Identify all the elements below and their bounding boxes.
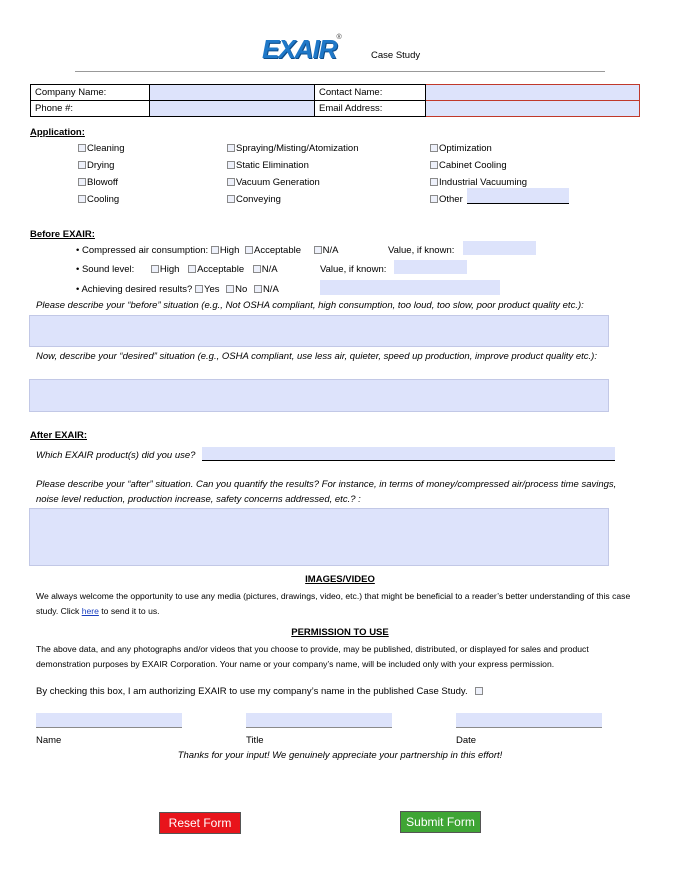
email-input[interactable] xyxy=(426,101,640,117)
permission-text: The above data, and any photographs and/or videos that you choose to provide, may be published, distributed, or displayed for sales and product demonstration purposes by EXAIR Corporation. Your name or your company’s name, will be included only with your express permission. xyxy=(36,644,589,669)
app-option[interactable]: Static Elimination xyxy=(227,160,309,171)
checkbox[interactable] xyxy=(188,265,196,273)
checkbox[interactable] xyxy=(227,195,235,203)
company-input[interactable] xyxy=(150,85,315,101)
phone-label: Phone #: xyxy=(31,101,150,117)
thanks-text: Thanks for your input! We genuinely appreciate your partnership in this effort! xyxy=(177,750,503,761)
case-study-subtitle: Case Study xyxy=(371,50,421,61)
checkbox[interactable] xyxy=(254,285,262,293)
checkbox[interactable] xyxy=(430,144,438,152)
air-value-input[interactable] xyxy=(463,241,536,255)
after-heading: After EXAIR: xyxy=(30,430,88,441)
authorize-row xyxy=(36,686,484,697)
checkbox[interactable] xyxy=(78,144,86,152)
after-prompt: Please describe your “after” situation. Can you quantify the results? For instance, in terms of money/compressed air/process time savings, noise level reduction, production increase, safety concerns addressed, etc.? : xyxy=(36,479,617,505)
checkbox[interactable] xyxy=(151,265,159,273)
app-option[interactable]: Cabinet Cooling xyxy=(430,160,507,171)
authorize-text: By checking this box, I am authorizing EXAIR to use my company’s name in the published Case Study. xyxy=(36,686,468,697)
app-option[interactable]: Spraying/Misting/Atomization xyxy=(227,143,359,154)
company-label: Company Name: xyxy=(31,85,150,101)
images-heading: IMAGES/VIDEO xyxy=(305,574,375,585)
logo-text: EXAIR xyxy=(262,34,337,64)
checkbox[interactable] xyxy=(227,161,235,169)
sound-value-label: Value, if known: xyxy=(320,264,387,275)
checkbox[interactable] xyxy=(430,161,438,169)
app-option[interactable]: Optimization xyxy=(430,143,492,154)
checkbox[interactable] xyxy=(430,195,438,203)
sound-label: Sound level: xyxy=(81,264,135,275)
checkbox[interactable] xyxy=(314,246,322,254)
bullet: • xyxy=(76,264,80,275)
checkbox[interactable] xyxy=(245,246,253,254)
logo-registered: ® xyxy=(336,34,342,41)
desired-textarea[interactable] xyxy=(29,379,609,412)
app-option[interactable]: Industrial Vacuuming xyxy=(430,177,527,188)
checkbox[interactable] xyxy=(253,265,261,273)
images-text: We always welcome the opportunity to use any media (pictures, drawings, video, etc.) that might be beneficial to a reader’s better understanding of this case study. Click here to send it to us. xyxy=(36,591,631,616)
here-link[interactable]: here xyxy=(81,606,99,616)
app-option[interactable]: Blowoff xyxy=(78,177,118,188)
before-textarea[interactable] xyxy=(29,315,609,347)
contact-label: Contact Name: xyxy=(315,85,426,101)
permission-heading: PERMISSION TO USE xyxy=(291,627,389,638)
checkbox[interactable] xyxy=(430,178,438,186)
title-input[interactable] xyxy=(246,713,392,728)
app-option[interactable]: Other xyxy=(430,194,463,205)
application-heading: Application: xyxy=(30,127,85,138)
header-divider xyxy=(75,71,605,72)
reset-form-button[interactable]: Reset Form xyxy=(159,812,241,834)
contact-info-table xyxy=(30,84,640,117)
checkbox[interactable] xyxy=(227,178,235,186)
which-prompt: Which EXAIR product(s) did you use? xyxy=(36,450,196,461)
contact-input[interactable] xyxy=(426,85,640,101)
app-option[interactable]: Conveying xyxy=(227,194,281,205)
achieve-input[interactable] xyxy=(320,280,500,295)
achieve-row: • Achieving desired results? Yes No N/A xyxy=(76,284,279,295)
name-label: Name xyxy=(36,735,62,746)
checkbox[interactable] xyxy=(78,195,86,203)
authorize-checkbox[interactable] xyxy=(475,687,483,695)
phone-input[interactable] xyxy=(150,101,315,117)
date-label: Date xyxy=(456,735,477,746)
app-option[interactable]: Drying xyxy=(78,160,114,171)
bullet: • xyxy=(76,284,80,295)
products-input[interactable] xyxy=(202,447,615,461)
app-option[interactable]: Cleaning xyxy=(78,143,125,154)
date-input[interactable] xyxy=(456,713,602,728)
checkbox[interactable] xyxy=(195,285,203,293)
air-consumption-row: • Compressed air consumption: High Acceptable N/A xyxy=(76,245,339,256)
air-value-label: Value, if known: xyxy=(388,245,455,256)
checkbox[interactable] xyxy=(78,178,86,186)
before-prompt: Please describe your “before” situation (e.g., Not OSHA compliant, high consumption, too loud, too slow, poor product quality etc.): xyxy=(36,300,584,311)
bullet: • xyxy=(76,245,80,256)
before-heading: Before EXAIR: xyxy=(30,229,95,240)
checkbox[interactable] xyxy=(211,246,219,254)
exair-logo xyxy=(262,34,342,65)
sound-value-input[interactable] xyxy=(394,260,467,274)
after-textarea[interactable] xyxy=(29,508,609,566)
desired-prompt: Now, describe your “desired” situation (e.g., OSHA compliant, use less air, quieter, speed up production, improve product quality etc.): xyxy=(36,351,597,362)
checkbox[interactable] xyxy=(78,161,86,169)
achieve-label: Achieving desired results? xyxy=(81,284,193,295)
app-option[interactable]: Cooling xyxy=(78,194,119,205)
checkbox[interactable] xyxy=(227,144,235,152)
app-option[interactable]: Vacuum Generation xyxy=(227,177,320,188)
name-input[interactable] xyxy=(36,713,182,728)
checkbox[interactable] xyxy=(226,285,234,293)
title-label: Title xyxy=(246,735,264,746)
email-label: Email Address: xyxy=(315,101,426,117)
other-input[interactable] xyxy=(467,188,569,204)
submit-form-button[interactable]: Submit Form xyxy=(400,811,481,833)
sound-level-row: • Sound level: High Acceptable N/A xyxy=(76,264,278,275)
air-label: Compressed air consumption: xyxy=(81,245,209,256)
